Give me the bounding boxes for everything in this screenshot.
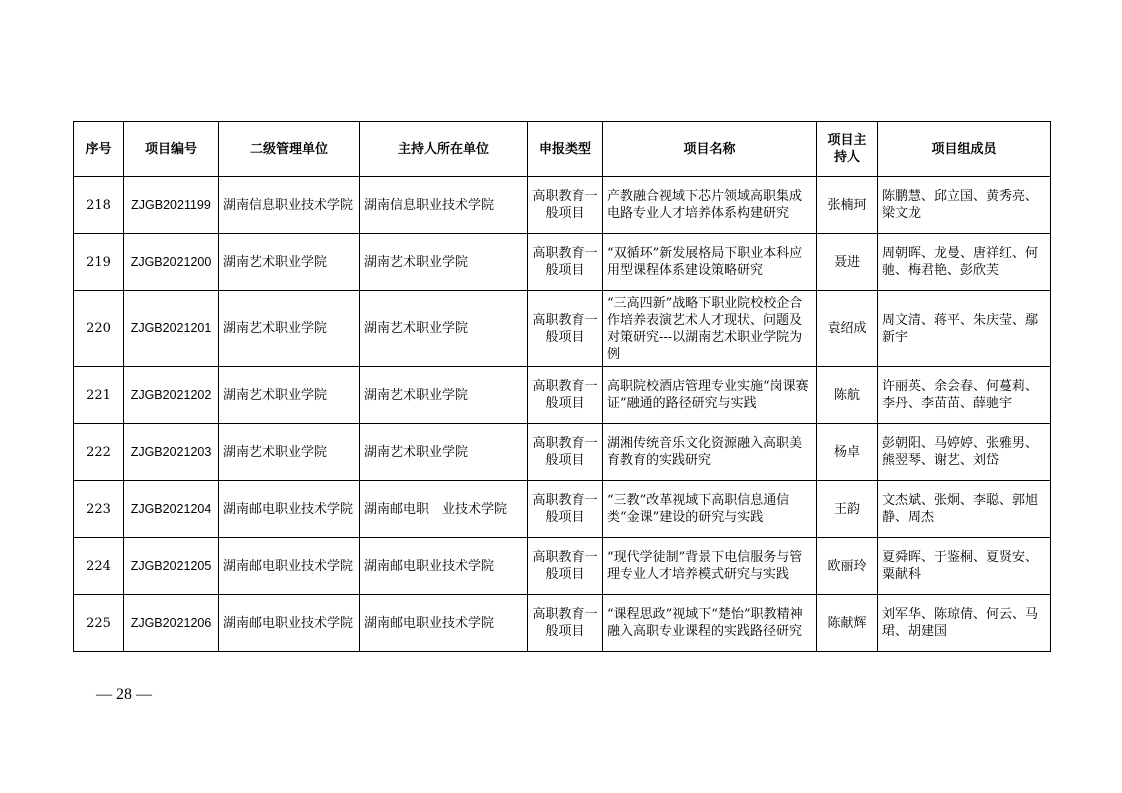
cell-leader: 陈献辉 (817, 595, 878, 652)
cell-unit: 湖南艺术职业学院 (219, 367, 360, 424)
cell-members: 刘军华、陈琼倩、何云、马珺、胡建国 (878, 595, 1051, 652)
cell-type: 高职教育一般项目 (528, 595, 603, 652)
cell-no: 224 (74, 538, 124, 595)
table-row (74, 538, 1051, 595)
cell-no: 221 (74, 367, 124, 424)
table-row (74, 291, 1051, 367)
header-unit: 二级管理单位 (219, 122, 360, 177)
cell-leader: 杨卓 (817, 424, 878, 481)
cell-unit: 湖南邮电职业技术学院 (219, 538, 360, 595)
cell-leader: 王韵 (817, 481, 878, 538)
cell-code: ZJGB2021204 (124, 481, 219, 538)
cell-no: 225 (74, 595, 124, 652)
header-row (74, 122, 1051, 177)
cell-unit: 湖南信息职业技术学院 (219, 177, 360, 234)
cell-name: 高职院校酒店管理专业实施“岗课赛证”融通的路径研究与实践 (603, 367, 817, 424)
header-no: 序号 (74, 122, 124, 177)
cell-code: ZJGB2021199 (124, 177, 219, 234)
cell-code: ZJGB2021205 (124, 538, 219, 595)
cell-type: 高职教育一般项目 (528, 367, 603, 424)
header-type: 申报类型 (528, 122, 603, 177)
cell-host-unit: 湖南邮电职业技术学院 (360, 538, 528, 595)
cell-members: 文杰斌、张炯、李聪、郭旭静、周杰 (878, 481, 1051, 538)
table-row (74, 367, 1051, 424)
cell-leader: 张楠珂 (817, 177, 878, 234)
cell-name: “三教”改革视域下高职信息通信类“金课”建设的研究与实践 (603, 481, 817, 538)
cell-members: 周文清、蒋平、朱庆莹、鄢新宇 (878, 291, 1051, 367)
cell-host-unit: 湖南艺术职业学院 (360, 291, 528, 367)
header-members: 项目组成员 (878, 122, 1051, 177)
cell-host-unit: 湖南艺术职业学院 (360, 424, 528, 481)
cell-host-unit: 湖南邮电职业技术学院 (360, 595, 528, 652)
cell-code: ZJGB2021206 (124, 595, 219, 652)
cell-leader: 袁绍成 (817, 291, 878, 367)
cell-members: 周朝晖、龙曼、唐祥红、何驰、梅君艳、彭欣芙 (878, 234, 1051, 291)
cell-leader: 欧丽玲 (817, 538, 878, 595)
cell-host-unit: 湖南邮电职 业技术学院 (360, 481, 528, 538)
cell-code: ZJGB2021202 (124, 367, 219, 424)
cell-unit: 湖南邮电职业技术学院 (219, 481, 360, 538)
cell-no: 223 (74, 481, 124, 538)
page-number: — 28 — (96, 686, 152, 703)
table-row (74, 424, 1051, 481)
cell-code: ZJGB2021201 (124, 291, 219, 367)
cell-type: 高职教育一般项目 (528, 424, 603, 481)
cell-type: 高职教育一般项目 (528, 177, 603, 234)
cell-name: 湖湘传统音乐文化资源融入高职美育教育的实践研究 (603, 424, 817, 481)
cell-name: “三高四新”战略下职业院校校企合作培养表演艺术人才现状、问题及对策研究---以湖南艺术职业学院为例 (603, 291, 817, 367)
cell-name: “课程思政”视域下“楚怡”职教精神融入高职专业课程的实践路径研究 (603, 595, 817, 652)
cell-unit: 湖南邮电职业技术学院 (219, 595, 360, 652)
cell-no: 222 (74, 424, 124, 481)
project-table (73, 121, 1051, 652)
cell-name: “双循环”新发展格局下职业本科应用型课程体系建设策略研究 (603, 234, 817, 291)
cell-leader: 聂进 (817, 234, 878, 291)
cell-code: ZJGB2021203 (124, 424, 219, 481)
cell-host-unit: 湖南艺术职业学院 (360, 234, 528, 291)
header-host-unit: 主持人所在单位 (360, 122, 528, 177)
cell-members: 许丽英、余会春、何蔓莉、李丹、李苗苗、薛驰宇 (878, 367, 1051, 424)
cell-no: 218 (74, 177, 124, 234)
cell-unit: 湖南艺术职业学院 (219, 234, 360, 291)
table-row (74, 481, 1051, 538)
cell-leader: 陈航 (817, 367, 878, 424)
cell-host-unit: 湖南艺术职业学院 (360, 367, 528, 424)
cell-unit: 湖南艺术职业学院 (219, 424, 360, 481)
cell-name: 产教融合视域下芯片领域高职集成电路专业人才培养体系构建研究 (603, 177, 817, 234)
cell-members: 彭朝阳、马婷婷、张雅男、熊翌琴、谢艺、刘岱 (878, 424, 1051, 481)
cell-members: 夏舜晖、于鉴桐、夏贤安、粟献科 (878, 538, 1051, 595)
cell-members: 陈鹏慧、邱立国、黄秀亮、梁文龙 (878, 177, 1051, 234)
cell-name: “现代学徒制”背景下电信服务与管理专业人才培养模式研究与实践 (603, 538, 817, 595)
cell-host-unit: 湖南信息职业技术学院 (360, 177, 528, 234)
cell-type: 高职教育一般项目 (528, 234, 603, 291)
table-row (74, 177, 1051, 234)
header-code: 项目编号 (124, 122, 219, 177)
cell-code: ZJGB2021200 (124, 234, 219, 291)
cell-type: 高职教育一般项目 (528, 481, 603, 538)
cell-type: 高职教育一般项目 (528, 291, 603, 367)
cell-unit: 湖南艺术职业学院 (219, 291, 360, 367)
cell-no: 219 (74, 234, 124, 291)
table-row (74, 234, 1051, 291)
header-leader: 项目主持人 (817, 122, 878, 177)
table-row (74, 595, 1051, 652)
cell-no: 220 (74, 291, 124, 367)
cell-type: 高职教育一般项目 (528, 538, 603, 595)
header-name: 项目名称 (603, 122, 817, 177)
